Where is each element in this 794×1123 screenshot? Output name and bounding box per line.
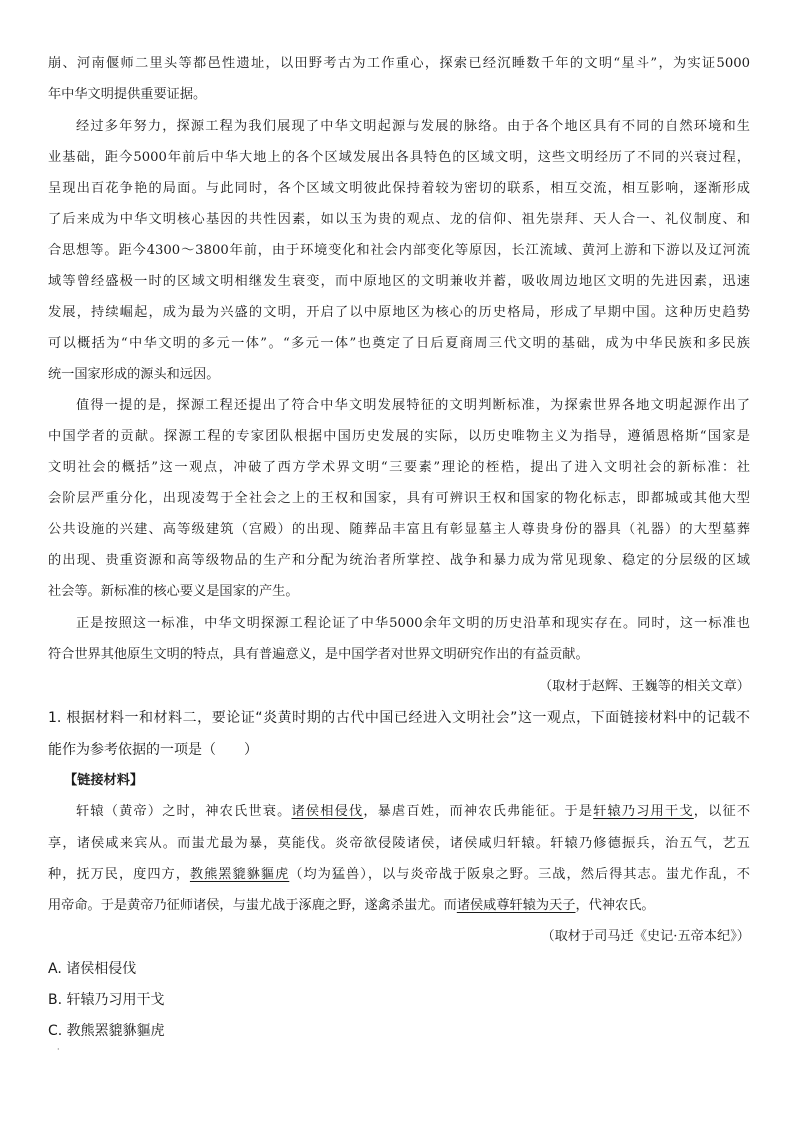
text-line: 业基础，距今5000年前后中华大地上的各个区域发展出各具特色的区域文明，这些文明经历了不同的兴衰过程， (48, 150, 750, 165)
link-text-line: 享，诸侯咸来宾从。而蚩尤最为暴，莫能伐。炎帝欲侵陵诸侯，诸侯咸归轩辕。轩辕乃修德振兵，治五气，艺五 (48, 836, 750, 851)
text-line: 年中华文明提供重要证据。 (48, 87, 207, 102)
link-text-line: 种，抚万民，度四方，教熊罴貔貅貙虎（均为猛兽），以与炎帝战于阪泉之野。三战，然后得其志。蚩尤作乱，不 (48, 867, 750, 882)
underlined-phrase: 教熊罴貔貅貙虎 (189, 867, 290, 882)
underlined-phrase: 轩辕乃习用干戈 (593, 804, 694, 819)
link-text-line: 用帝命。于是黄帝乃征师诸侯，与蚩尤战于涿鹿之野，遂禽杀蚩尤。而诸侯咸尊轩辕为天子，代神农氏。 (48, 898, 655, 913)
question-stem: 1. 根据材料一和材料二，要论证“炎黄时期的古代中国已经进入文明社会”这一观点，下面链接材料中的记载不 (48, 710, 750, 726)
text-line: 呈现出百花争艳的局面。与此同时，各个区域文明彼此保持着较为密切的联系，相互交流，相互影响，逐渐形成 (48, 181, 750, 196)
text-line: 会阶层严重分化，出现凌驾于全社会之上的王权和国家，具有可辨识王权和国家的物化标志，即都城或其他大型 (48, 491, 750, 506)
text-line: 文明社会的概括”这一观点，冲破了西方学术界文明“三要素”理论的桎梏，提出了进入文明社会的新标准：社 (48, 460, 750, 475)
question-stem-cont: 能作为参考依据的一项是（ ） (48, 742, 258, 758)
source-citation: （取材于赵辉、王巍等的相关文章） (539, 679, 750, 694)
text-line: 中国学者的贡献。探源工程的专家团队根据中国历史发展的实际，以历史唯物主义为指导，遵循恩格斯“国家是 (48, 429, 750, 444)
text-line: 经过多年努力，探源工程为我们展现了中华文明起源与发展的脉络。由于各个地区具有不同的自然环境和生 (76, 119, 750, 134)
text-line: 社会等。新标准的核心要义是国家的产生。 (48, 584, 299, 599)
underlined-phrase: 诸侯相侵伐 (291, 804, 364, 819)
text-line: 公共设施的兴建、高等级建筑（宫殿）的出现、随葬品丰富且有彰显墓主人尊贵身份的器具（礼器）的大型墓葬 (48, 522, 750, 537)
option-a[interactable]: A. 诸侯相侵伐 (48, 961, 137, 977)
text-line: 崩、河南偃师二里头等都邑性遗址，以田野考古为工作重心，探索已经沉睡数千年的文明“星斗”，为实证5000 (48, 56, 750, 71)
underlined-phrase: 诸侯咸尊轩辕为天子 (456, 898, 576, 913)
text-line: 域等曾经盛极一时的区域文明相继发生衰变，而中原地区的文明兼收并蓄，吸收周边地区文明的先进因素，迅速 (48, 274, 750, 289)
option-b[interactable]: B. 轩辕乃习用干戈 (48, 992, 165, 1008)
footer-mark: · (57, 1045, 60, 1054)
option-c[interactable]: C. 教熊罴貔貅貙虎 (48, 1023, 165, 1039)
text-line: 正是按照这一标准，中华文明探源工程论证了中华5000余年文明的历史沿革和现实存在。同时，这一标准也 (76, 616, 750, 631)
text-line: 的出现、贵重资源和高等级物品的生产和分配为统治者所掌控、战争和暴力成为常见现象、稳定的分层级的区域 (48, 553, 750, 568)
text-line: 统一国家形成的源头和远因。 (48, 367, 220, 382)
link-source-citation: （取材于司马迁《史记·五帝本纪》） (541, 929, 750, 944)
text-line: 了后来成为中华文明核心基因的共性因素，如以玉为贵的观点、龙的信仰、祖先崇拜、天人合一、礼仪制度、和 (48, 212, 750, 227)
link-material-heading: 【链接材料】 (64, 773, 144, 788)
text-line: 发展，持续崛起，成为最为兴盛的文明，开启了以中原地区为核心的历史格局，形成了早期中国。这种历史趋势 (48, 305, 750, 320)
text-line: 合思想等。距今4300～3800年前，由于环境变化和社会内部变化等原因，长江流域、黄河上游和下游以及辽河流 (48, 243, 750, 258)
text-line: 值得一提的是，探源工程还提出了符合中华文明发展特征的文明判断标准，为探索世界各地文明起源作出了 (76, 398, 750, 413)
link-text-line: 轩辕（黄帝）之时，神农氏世衰。诸侯相侵伐，暴虐百姓，而神农氏弗能征。于是轩辕乃习用干戈，以征不 (76, 804, 751, 819)
text-line: 符合世界其他原生文明的特点，具有普遍意义，是中国学者对世界文明研究作出的有益贡献。 (48, 647, 589, 662)
text-line: 可以概括为“中华文明的多元一体”。“多元一体”也奠定了日后夏商周三代文明的基础，成为中华民族和多民族 (48, 336, 750, 351)
